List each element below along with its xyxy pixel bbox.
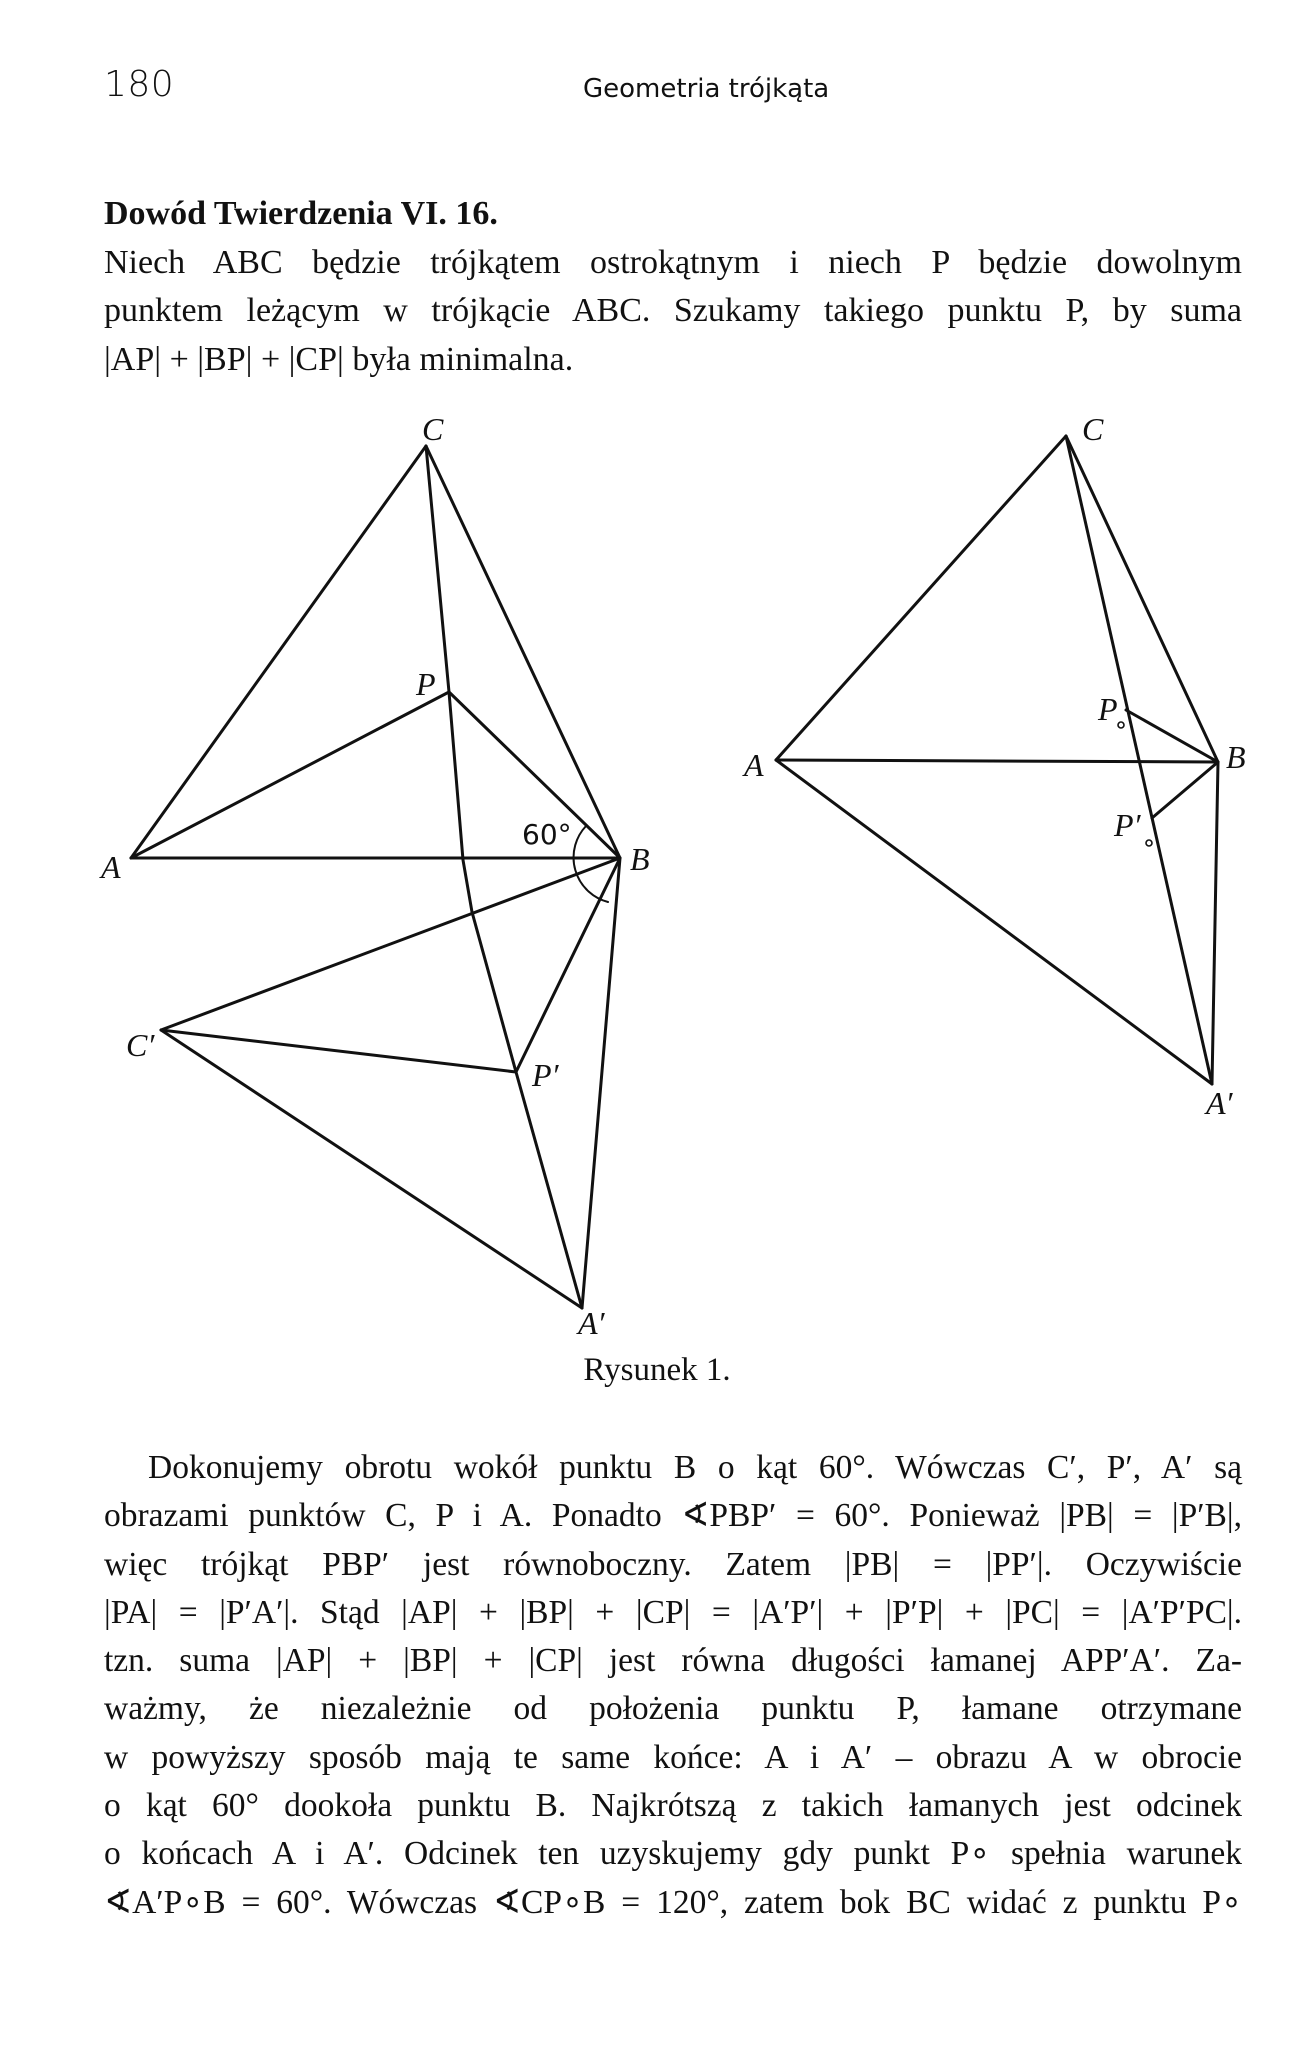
segment-BC-prime bbox=[161, 858, 620, 1030]
segment-P0B-right bbox=[1126, 710, 1218, 762]
body-line-2: obrazami punktów C, P i A. Ponadto ∢PBP′ = 60°. Ponieważ |PB| = |P′B|, bbox=[104, 1497, 1242, 1535]
intro-line-3: |AP| + |BP| + |CP| była minimalna. bbox=[104, 340, 574, 378]
label-C-right: C bbox=[1082, 411, 1104, 447]
segment-BA-prime-right bbox=[1212, 762, 1218, 1084]
body-paragraph bbox=[104, 1444, 1242, 1927]
segment-AC-right bbox=[776, 436, 1066, 760]
label-B: B bbox=[630, 841, 650, 877]
geometry-figure bbox=[0, 400, 1314, 1390]
label-P0-right: P bbox=[1098, 691, 1118, 727]
segment-AP bbox=[131, 692, 449, 858]
left-diagram bbox=[131, 446, 620, 1308]
right-diagram bbox=[776, 436, 1218, 1084]
body-line-8: o kąt 60° dookoła punktu B. Najkrótszą z takich łamanych jest odcinek bbox=[104, 1787, 1242, 1825]
label-angle-60: 60° bbox=[522, 818, 572, 851]
segment-CB bbox=[426, 446, 620, 858]
page-number: 180 bbox=[104, 64, 175, 105]
left-labels bbox=[99, 411, 650, 1341]
body-line-10: ∢A′P∘B = 60°. Wówczas ∢CP∘B = 120°, zatem bok BC widać z punktu P∘ bbox=[104, 1883, 1242, 1921]
intro-line-1: Niech ABC będzie trójkątem ostrokątnym i niech P będzie dowolnym bbox=[104, 243, 1242, 281]
intro-line-2: punktem leżącym w trójkącie ABC. Szukamy takiego punktu P, by suma bbox=[104, 292, 1242, 329]
segment-AA-prime-right bbox=[776, 760, 1212, 1084]
label-P-prime: P′ bbox=[532, 1057, 559, 1093]
label-P: P bbox=[416, 666, 436, 702]
segment-CB-right bbox=[1066, 436, 1218, 762]
running-title: Geometria trójkąta bbox=[583, 74, 830, 104]
figure-caption: Rysunek 1. bbox=[583, 1352, 731, 1388]
intro-paragraph bbox=[104, 190, 1242, 384]
label-B-right: B bbox=[1226, 739, 1246, 775]
subscript-circle-P0-prime bbox=[1146, 840, 1152, 846]
segment-CP bbox=[426, 446, 449, 692]
body-line-7: w powyższy sposób mają te same końce: A i A′ – obrazu A w obrocie bbox=[104, 1738, 1242, 1776]
label-A-prime-right: A′ bbox=[1206, 1085, 1233, 1121]
body-line-3: więc trójkąt PBP′ jest równoboczny. Zatem |PB| = |PP′|. Oczywiście bbox=[104, 1545, 1242, 1583]
label-A-prime: A′ bbox=[578, 1305, 605, 1341]
body-line-4: |PA| = |P′A′|. Stąd |AP| + |BP| + |CP| = |A′P′| + |P′P| + |PC| = |A′P′PC|. bbox=[104, 1593, 1242, 1631]
label-A: A bbox=[101, 849, 121, 885]
label-A-right: A bbox=[744, 747, 764, 783]
segment-AB-right bbox=[776, 760, 1218, 762]
body-line-1: Dokonujemy obrotu wokół punktu B o kąt 60°. Wówczas C′, P′, A′ są bbox=[148, 1449, 1242, 1486]
label-P0-prime-right: P′ bbox=[1114, 807, 1141, 843]
segment-C-prime-A-prime bbox=[161, 1030, 582, 1308]
body-line-5: tzn. suma |AP| + |BP| + |CP| jest równa długości łamanej APP′A′. Za- bbox=[104, 1642, 1242, 1680]
segment-AC bbox=[131, 446, 426, 858]
label-C-prime: C′ bbox=[126, 1027, 155, 1063]
segment-P0-prime-B-right bbox=[1152, 762, 1218, 818]
label-C: C bbox=[422, 411, 444, 447]
body-line-9: o końcach A i A′. Odcinek ten uzyskujemy gdy punkt P∘ spełnia warunek bbox=[104, 1835, 1242, 1873]
proof-heading: Dowód Twierdzenia VI. 16. bbox=[104, 195, 498, 232]
body-line-6: ważmy, że niezależnie od położenia punktu P, łamane otrzymane bbox=[104, 1690, 1242, 1728]
subscript-circle-P0 bbox=[1118, 722, 1124, 728]
